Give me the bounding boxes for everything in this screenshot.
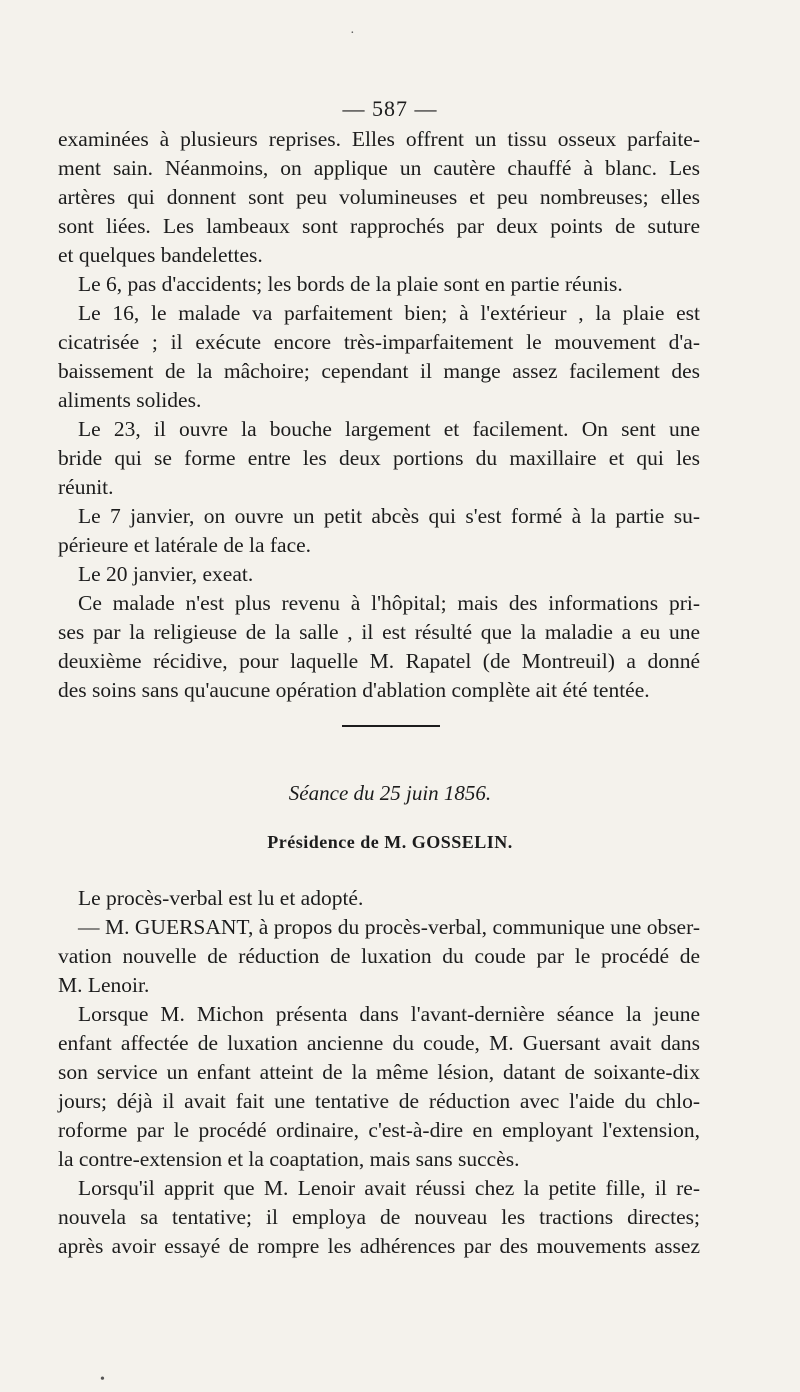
text-line: Le 16, le malade va parfaitement bien; à l'extérieur , la plaie est — [78, 301, 700, 325]
print-speck: · — [350, 26, 355, 41]
text-line: jours; déjà il avait fait une tentative de réduction avec l'aide du chlo- — [58, 1089, 700, 1113]
text-line: et quelques bandelettes. — [58, 243, 263, 267]
text-line: vation nouvelle de réduction de luxation du coude par le procédé de — [58, 944, 700, 968]
text-line: ment sain. Néanmoins, on applique un cautère chauffé à blanc. Les — [58, 156, 700, 180]
text-line: Le 7 janvier, on ouvre un petit abcès qui s'est formé à la partie su- — [78, 504, 700, 528]
text-line: sont liées. Les lambeaux sont rapprochés par deux points de suture — [58, 214, 700, 238]
text-line: baissement de la mâchoire; cependant il mange assez facilement des — [58, 359, 700, 383]
text-line: réunit. — [58, 475, 114, 499]
text-line: après avoir essayé de rompre les adhérences par des mouvements assez — [58, 1234, 700, 1258]
text-line: — M. GUERSANT, à propos du procès-verbal, communique une obser- — [78, 915, 700, 939]
text-line: Le 6, pas d'accidents; les bords de la plaie sont en partie réunis. — [78, 272, 623, 296]
page-number: — 587 — — [342, 96, 438, 121]
text-line: son service un enfant atteint de la même lésion, datant de soixante-dix — [58, 1060, 700, 1084]
text-line: Lorsque M. Michon présenta dans l'avant-dernière séance la jeune — [78, 1002, 700, 1026]
text-line: cicatrisée ; il exécute encore très-imparfaitement le mouvement d'a- — [58, 330, 700, 354]
text-line: Le 20 janvier, exeat. — [78, 562, 254, 586]
text-line: Le procès-verbal est lu et adopté. — [78, 886, 364, 910]
section-divider — [342, 725, 440, 727]
text-line: examinées à plusieurs reprises. Elles offrent un tissu osseux parfaite- — [58, 127, 700, 151]
text-line: deuxième récidive, pour laquelle M. Rapatel (de Montreuil) a donné — [58, 649, 700, 673]
text-line: des soins sans qu'aucune opération d'ablation complète ait été tentée. — [58, 678, 650, 702]
print-speck: • — [100, 1372, 105, 1387]
text-line: périeure et latérale de la face. — [58, 533, 312, 557]
text-line: nouvela sa tentative; il employa de nouveau les tractions directes; — [58, 1205, 700, 1229]
text-line: bride qui se forme entre les deux portions du maxillaire et qui les — [58, 446, 700, 470]
text-line: la contre-extension et la coaptation, mais sans succès. — [58, 1147, 520, 1171]
text-line: ses par la religieuse de la salle , il est résulté que la maladie a eu une — [58, 620, 700, 644]
text-line: artères qui donnent sont peu volumineuses et peu nombreuses; elles — [58, 185, 700, 209]
text-line: enfant affectée de luxation ancienne du coude, M. Guersant avait dans — [58, 1031, 700, 1055]
text-line: Lorsqu'il apprit que M. Lenoir avait réussi chez la petite fille, il re- — [78, 1176, 700, 1200]
text-line: aliments solides. — [58, 388, 202, 412]
session-heading: Séance du 25 juin 1856. — [288, 781, 492, 805]
text-line: Le 23, il ouvre la bouche largement et facilement. On sent une — [78, 417, 700, 441]
text-line: Ce malade n'est plus revenu à l'hôpital; mais des informations pri- — [78, 591, 700, 615]
text-line: roforme par le procédé ordinaire, c'est-à-dire en employant l'extension, — [58, 1118, 700, 1142]
presidency-heading: Présidence de M. GOSSELIN. — [267, 832, 513, 852]
text-line: M. Lenoir. — [58, 973, 150, 997]
